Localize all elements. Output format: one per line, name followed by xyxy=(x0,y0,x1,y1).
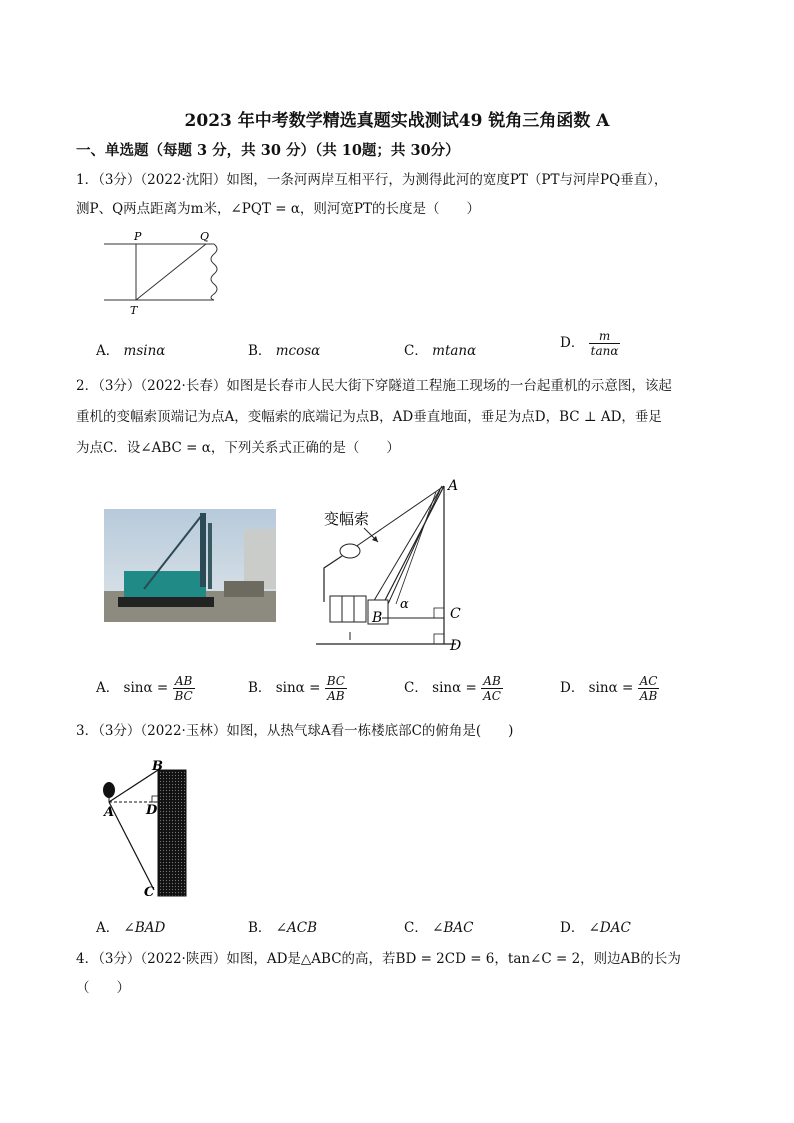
label-alpha: α xyxy=(400,597,409,612)
label-a: A xyxy=(448,478,459,494)
q2-line2: 重机的变幅索顶端记为点A，变幅索的底端记为点B，AD垂直地面，垂足为点D，BC ⊥ AD，垂足 xyxy=(76,409,662,425)
q1-line1: 1．（3分）（2022·沈阳）如图，一条河两岸互相平行，为测得此河的宽度PT（PT与河岸PQ垂直）， xyxy=(76,172,668,188)
q4-line2: （ ） xyxy=(76,980,130,996)
label-t: T xyxy=(130,304,138,317)
label-c: C xyxy=(450,606,461,622)
q2-line3: 为点C．设∠ABC = α，下列关系式正确的是（ ） xyxy=(76,440,400,456)
q2-option-c[interactable]: C． sinα = $\frac{AB}{AC}$ xyxy=(404,674,501,703)
q2-line1: 2．（3分）（2022·长春）如图是长春市人民大街下穿隧道工程施工现场的一台起重机的示意图，该起 xyxy=(76,378,672,394)
cable-label: 变幅索 xyxy=(324,510,370,528)
label-c: C xyxy=(144,885,155,900)
q2-option-a[interactable]: A． sinα = $\frac{AB}{BC}$ xyxy=(96,674,193,703)
label-p: P xyxy=(134,230,142,243)
q2-option-b[interactable]: B． sinα = $\frac{BC}{AB}$ xyxy=(248,674,345,703)
label-b: B xyxy=(152,759,163,774)
q1-option-a[interactable]: A． msinα xyxy=(96,343,166,359)
q2-option-d[interactable]: D． sinα = $\frac{AC}{AB}$ xyxy=(560,674,658,703)
label-d: D xyxy=(450,638,462,654)
q3-option-b[interactable]: B． ∠ACB xyxy=(248,920,318,936)
crane-photo xyxy=(104,509,276,622)
q3-balloon-figure xyxy=(96,756,196,902)
q1-line2: 测P、Q两点距离为m米，∠PQT = α，则河宽PT的长度是（ ） xyxy=(76,201,481,217)
label-d: D xyxy=(146,803,158,818)
section-heading: 一、单选题（每题 3 分，共 30 分）（共 10题；共 30分） xyxy=(76,142,460,159)
q3-option-d[interactable]: D． ∠DAC xyxy=(560,920,631,936)
q4-line1: 4．（3分）（2022·陕西）如图，AD是△ABC的高，若BD = 2CD = 6，tan∠C = 2，则边AB的长为 xyxy=(76,951,681,967)
page-title: 2023 年中考数学精选真题实战测试49 锐角三角函数 A xyxy=(184,111,610,131)
q3-line1: 3．（3分）（2022·玉林）如图，从热气球A看一栋楼底部C的俯角是( ) xyxy=(76,723,514,739)
label-q: Q xyxy=(200,230,210,243)
q1-option-c[interactable]: C． mtanα xyxy=(404,343,477,359)
label-b: B xyxy=(372,610,383,626)
q3-option-a[interactable]: A． ∠BAD xyxy=(96,920,166,936)
q2-crane-diagram xyxy=(296,472,476,658)
q1-option-b[interactable]: B． mcosα xyxy=(248,343,321,359)
label-a: A xyxy=(104,805,115,820)
q3-option-c[interactable]: C． ∠BAC xyxy=(404,920,474,936)
q1-river-figure xyxy=(96,226,236,322)
q1-option-d[interactable]: D． $\frac{m}{\tan\alpha}$ xyxy=(560,329,619,358)
